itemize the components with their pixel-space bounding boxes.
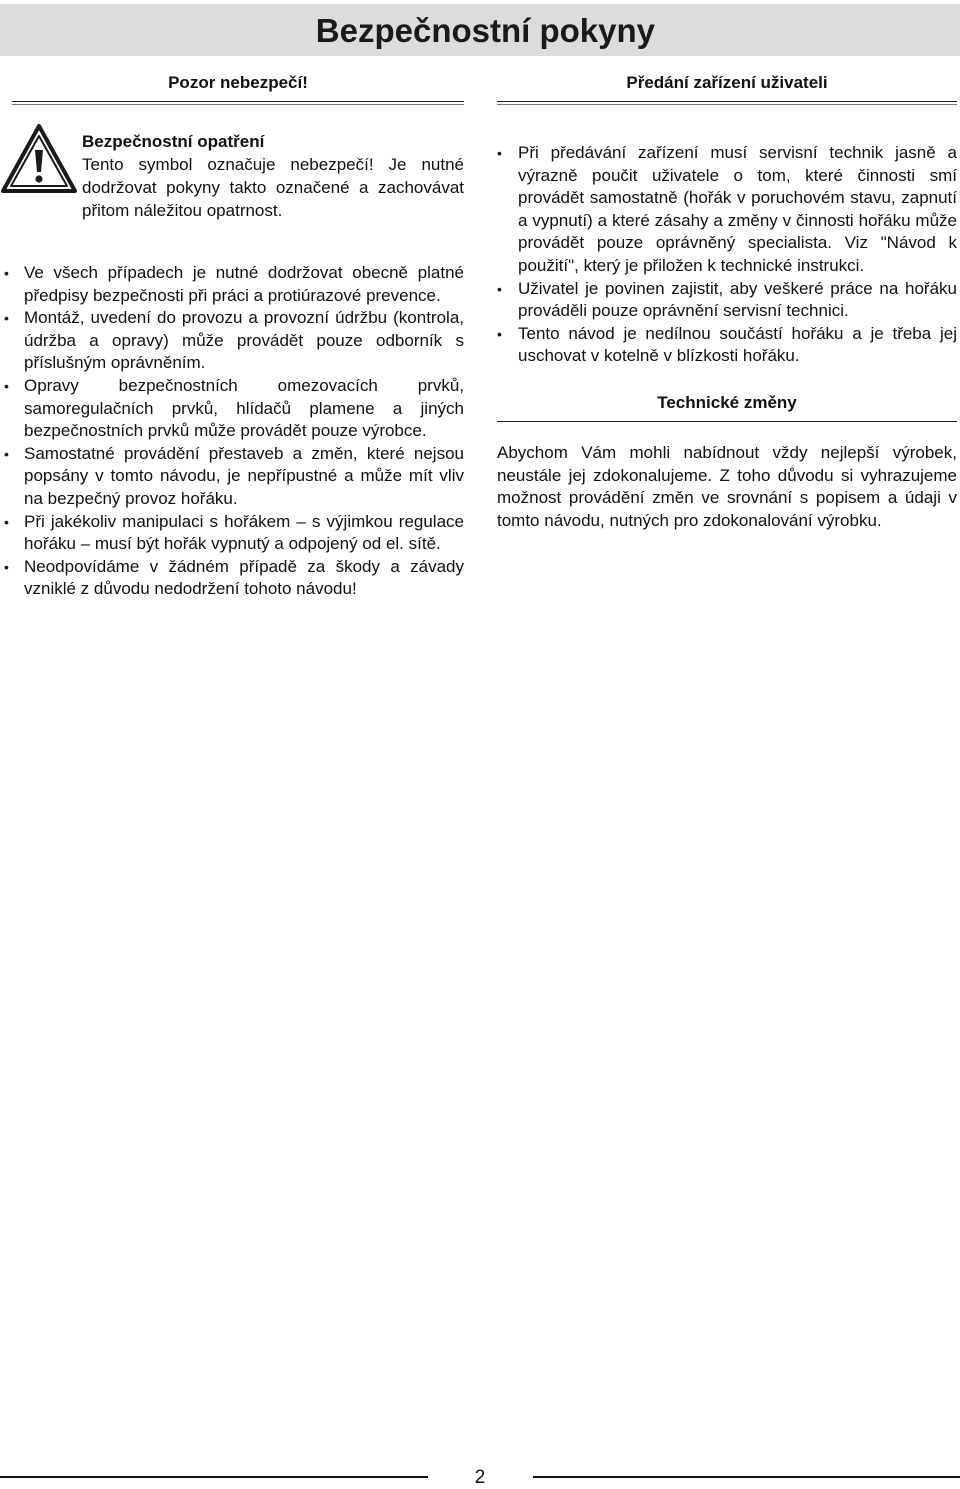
list-item-text: Tento návod je nedílnou součástí hořáku a je třeba jej uschovat v kotelně v blízkosti hořáku. bbox=[518, 323, 957, 366]
section-heading-danger: Pozor nebezpečí! bbox=[12, 68, 464, 98]
list-item-text: Opravy bezpečnostních omezovacích prvků, samoregulačních prvků, hlídačů plamene a jiných bezpečnostních prvků může provádět pouze výrobce. bbox=[24, 375, 464, 441]
list-item-text: Při předávání zařízení musí servisní technik jasně a výrazně poučit uživatele o tom, které činnosti smí provádět samostatně (hořák v poruchovém stavu, zapnutí a vypnutí) a které zásahy a změny v činnosti hořáku může provádět pouze oprávněný specialista. Viz "Návod k použití", který je přiložen k technické instrukci. bbox=[518, 143, 957, 275]
list-item bbox=[0, 443, 464, 511]
bullet-icon: • bbox=[497, 325, 502, 342]
warning-block bbox=[0, 130, 464, 240]
warning-body: Tento symbol označuje nebezpečí! Je nutné dodržovat pokyny takto označené a zachovávat přitom náležitou opatrnost. bbox=[82, 155, 464, 220]
list-item-text: Montáž, uvedení do provozu a provozní údržbu (kontrola, údržba a opravy) může provádět pouze odborník s příslušným oprávněním. bbox=[24, 308, 464, 373]
bullet-icon: • bbox=[4, 265, 9, 281]
warning-title: Bezpečnostní opatření bbox=[82, 132, 265, 151]
section-heading-handover: Předání zařízení uživateli bbox=[497, 68, 957, 98]
handover-list bbox=[497, 142, 957, 368]
bullet-icon: • bbox=[4, 513, 9, 530]
list-item-text: Samostatné provádění přestaveb a změn, které nejsou popsány v tomto návodu, je nepřípustné a může mít vliv na bezpečný provoz hořáku. bbox=[24, 443, 464, 508]
technical-changes-paragraph: Abychom Vám mohli nabídnout vždy nejlepší výrobek, neustále jej zdokonalujeme. Z toho důvodu si vyhrazujeme možnost provádění změn ve srovnání s popisem a údaji v tomto návodu, nutných pro zdokonalování výrobku. bbox=[497, 442, 957, 530]
list-item bbox=[0, 556, 464, 601]
bullet-icon: • bbox=[497, 280, 502, 297]
list-item-text: Ve všech případech je nutné dodržovat obecně platné předpisy bezpečnosti při práci a protiúrazové prevence. bbox=[24, 263, 464, 305]
list-item bbox=[0, 307, 464, 375]
page-number: 2 bbox=[474, 1467, 486, 1488]
list-item-text: Neodpovídáme v žádném případě za škody a závady vzniklé z důvodu nedodržení tohoto návodu! bbox=[24, 556, 464, 599]
bullet-icon: • bbox=[497, 145, 502, 161]
list-item bbox=[0, 511, 464, 556]
bullet-icon: • bbox=[4, 558, 9, 575]
bullet-icon: • bbox=[4, 377, 9, 394]
section-heading-technical-changes: Technické změny bbox=[497, 388, 957, 418]
left-column bbox=[0, 68, 464, 601]
list-item-text: Při jakékoliv manipulaci s hořákem – s výjimkou regulace hořáku – musí být hořák vypnutý a odpojený od el. sítě. bbox=[24, 511, 464, 554]
bullet-icon: • bbox=[4, 310, 9, 327]
safety-list bbox=[0, 262, 464, 601]
right-column bbox=[497, 68, 957, 549]
list-item bbox=[0, 262, 464, 307]
list-item bbox=[0, 375, 464, 443]
list-item bbox=[497, 323, 957, 368]
list-item-text: Uživatel je povinen zajistit, aby veškeré práce na hořáku prováděli pouze oprávnění servisní technici. bbox=[518, 278, 957, 321]
list-item bbox=[497, 142, 957, 278]
warning-text bbox=[82, 130, 464, 222]
warning-triangle-icon bbox=[0, 123, 78, 195]
list-item bbox=[497, 278, 957, 323]
page-title: Bezpečnostní pokyny bbox=[315, 12, 655, 49]
bullet-icon: • bbox=[4, 445, 9, 462]
